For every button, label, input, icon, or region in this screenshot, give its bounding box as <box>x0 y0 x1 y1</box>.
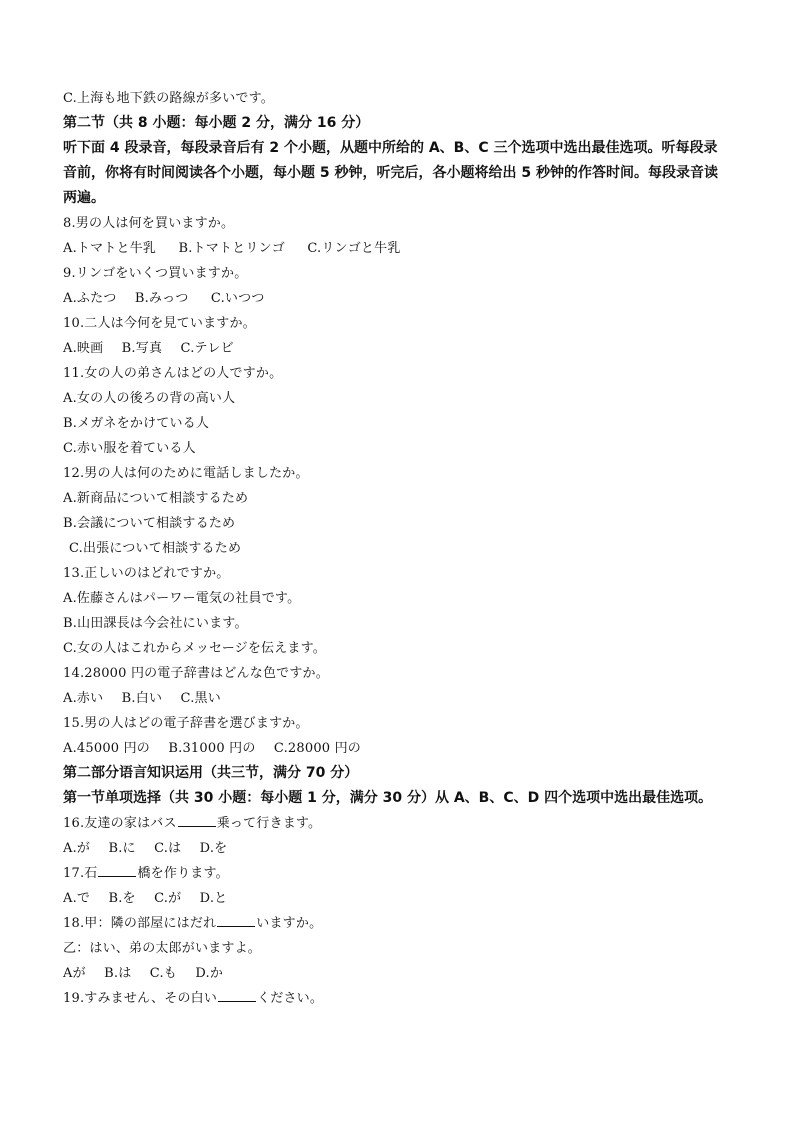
option-b: B.31000 円の <box>168 741 256 756</box>
question-16 <box>63 811 743 836</box>
question-18 <box>63 911 743 936</box>
question-14-options <box>63 686 743 711</box>
question-13-option-b: B.山田課長は今会社にいます。 <box>63 616 248 631</box>
question-11-option-c: C.赤い服を着ている人 <box>63 441 196 456</box>
question-13: 13.正しいのはどれですか。 <box>63 566 230 581</box>
option-b: B.トマトとリンゴ <box>178 241 285 256</box>
section-2-title: 第二节（共 8 小题：每小题 2 分，满分 16 分） <box>63 115 370 131</box>
option-a: A.映画 <box>63 341 104 356</box>
question-8-options <box>63 236 743 261</box>
option-d: D.と <box>199 891 228 906</box>
question-10: 10.二人は今何を見ていますか。 <box>63 316 256 331</box>
question-16-text-end: 乗って行きます。 <box>216 816 322 831</box>
answer-blank <box>98 863 136 877</box>
option-c: C.テレビ <box>180 341 234 356</box>
question-12-option-b: B.会議について相談するため <box>63 516 236 531</box>
answer-blank <box>217 913 255 927</box>
option-b: B.写真 <box>121 341 163 356</box>
option-b: B.白い <box>121 691 163 706</box>
option-d: D.を <box>199 841 228 856</box>
question-19-text: 19.すみません、その白い <box>63 991 218 1006</box>
section-2-instructions: 听下面 4 段录音，每段录音后有 2 个小题，从题中所给的 A、B、C 三个选项中选出最佳选项。听每段录音前，你将有时间阅读各个小题，每小题 5 秒钟，听完后，各小题将给出 5 秒钟的作答时间。每段录音读两遍。 <box>63 140 718 206</box>
option-a: A.が <box>63 841 91 856</box>
option-d: D.か <box>195 966 224 981</box>
question-9: 9.リンゴをいくつ買いますか。 <box>63 266 248 281</box>
question-17-options <box>63 886 743 911</box>
option-b: B.に <box>108 841 136 856</box>
option-c: C.は <box>154 841 182 856</box>
question-11: 11.女の人の弟さんはどの人ですか。 <box>63 366 283 381</box>
option-a: A.45000 円の <box>63 741 151 756</box>
question-9-options <box>63 286 743 311</box>
question-19-text-end: ください。 <box>257 991 324 1006</box>
option-c: C.も <box>149 966 177 981</box>
question-12-option-c: C.出張について相談するため <box>69 541 242 556</box>
option-a: A.赤い <box>63 691 104 706</box>
question-19 <box>63 986 743 1011</box>
option-c: C.28000 円の <box>273 741 361 756</box>
answer-blank <box>178 813 216 827</box>
question-12: 12.男の人は何のために電話しましたか。 <box>63 466 309 481</box>
option-b: B.みっつ <box>134 291 189 306</box>
question-10-options <box>63 336 743 361</box>
question-8: 8.男の人は何を買いますか。 <box>63 216 235 231</box>
answer-blank <box>218 988 256 1002</box>
question-18-text-end: いますか。 <box>256 916 323 931</box>
option-a: A.トマトと牛乳 <box>63 241 157 256</box>
question-17 <box>63 861 743 886</box>
question-11-option-a: A.女の人の後ろの背の高い人 <box>63 391 236 406</box>
exam-page <box>63 86 743 1011</box>
question-17-text-end: 橋を作ります。 <box>137 866 229 881</box>
question-15: 15.男の人はどの電子辞書を選びますか。 <box>63 716 309 731</box>
option-b: B.は <box>104 966 132 981</box>
option-c: C.黒い <box>180 691 221 706</box>
option-c: C.いつつ <box>210 291 265 306</box>
question-13-option-c: C.女の人はこれからメッセージを伝えます。 <box>63 641 326 656</box>
question-16-options <box>63 836 743 861</box>
option-c: C.が <box>154 891 182 906</box>
question-18-options <box>63 961 743 986</box>
option-a: A.ふたつ <box>63 291 117 306</box>
option-c: C.リンゴと牛乳 <box>307 241 401 256</box>
option-a: Aが <box>63 966 86 981</box>
question-18-reply: 乙：はい、弟の太郎がいますよ。 <box>63 941 262 956</box>
question-15-options <box>63 736 743 761</box>
question-14: 14.28000 円の電子辞書はどんな色ですか。 <box>63 666 329 681</box>
part-2-section-1-title: 第一节单项选择（共 30 小题：每小题 1 分，满分 30 分）从 A、B、C、D 四个选项中选出最佳选项。 <box>63 790 713 806</box>
question-13-option-a: A.佐藤さんはパーワー電気の社員です。 <box>63 591 301 606</box>
option-b: B.を <box>108 891 136 906</box>
question-12-option-a: A.新商品について相談するため <box>63 491 249 506</box>
question-11-option-b: B.メガネをかけている人 <box>63 416 210 431</box>
option-a: A.で <box>63 891 91 906</box>
option-line: C.上海も地下鉄の路線が多いです。 <box>63 91 274 106</box>
part-2-title: 第二部分语言知识运用（共三节，满分 70 分） <box>63 765 359 781</box>
question-17-text: 17.石 <box>63 866 98 881</box>
question-16-text: 16.友達の家はバス <box>63 816 177 831</box>
question-18-text: 18.甲：隣の部屋にはだれ <box>63 916 217 931</box>
